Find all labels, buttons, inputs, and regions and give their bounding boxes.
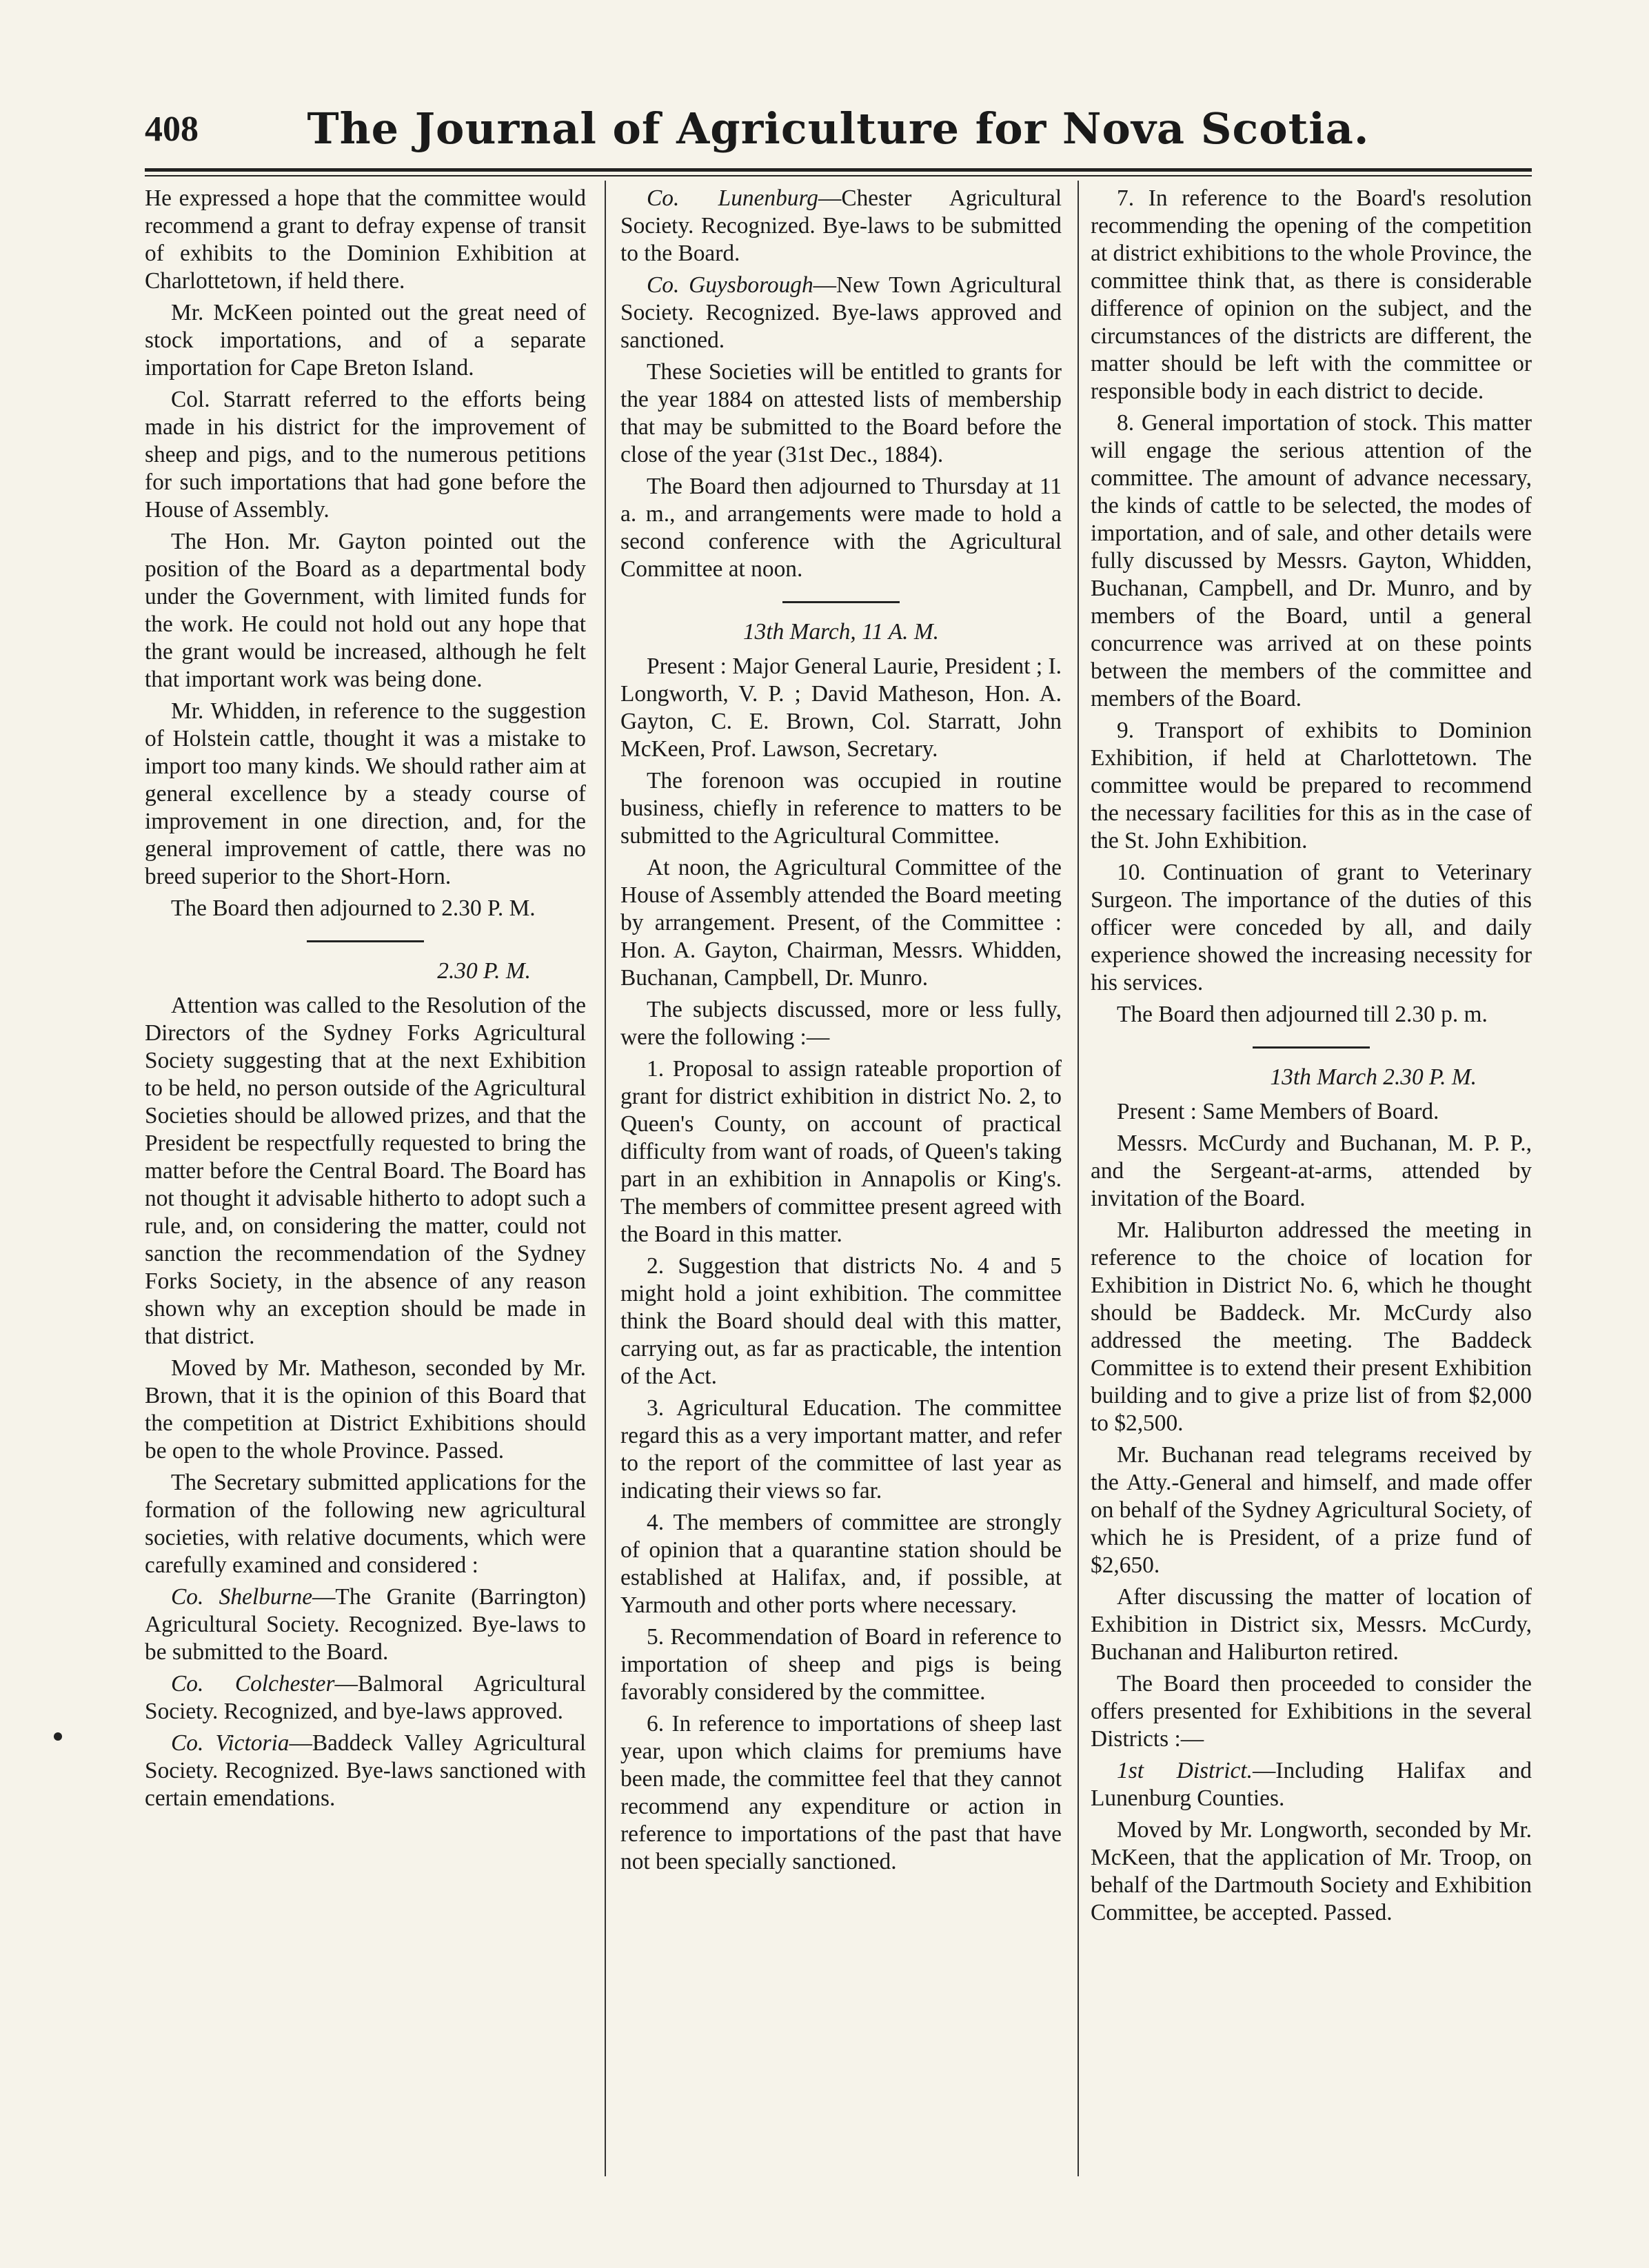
paragraph: The Secretary submitted applications for the formation of the following new agricultural societies, with relative documents, which were carefully examined and considered : [145, 1470, 586, 1578]
numbered-item: 3. Agricultural Education. The committee regard this as a very important matter, and refer to the report of the committee of last year as indicating their views so far. [620, 1395, 1062, 1503]
margin-dot [54, 1732, 62, 1741]
column-3 [1091, 185, 1532, 1931]
paragraph: The Board then adjourned till 2.30 p. m. [1117, 1002, 1488, 1027]
paragraph: Mr. Haliburton addressed the meeting in reference to the choice of location for Exhibition in District No. 6, which he thought should be Baddeck. Mr. McCurdy also addressed the meeting. The Baddeck Committee is to extend their present Exhibition building and to give a prize list of from $2,000 to $2,500. [1091, 1217, 1532, 1436]
paragraph: Present : Same Members of Board. [1117, 1099, 1439, 1124]
paragraph: After discussing the matter of location of Exhibition in District six, Messrs. McCurdy, Buchanan and Haliburton retired. [1091, 1584, 1532, 1665]
paragraph: The Board then adjourned to 2.30 P. M. [171, 895, 536, 921]
journal-title: The Journal of Agriculture for Nova Scotia. [307, 103, 1370, 154]
section-divider [782, 601, 900, 603]
paragraph: Messrs. McCurdy and Buchanan, M. P. P., and the Sergeant-at-arms, attended by invitation of the Board. [1091, 1131, 1532, 1211]
paragraph: Moved by Mr. Matheson, seconded by Mr. Brown, that it is the opinion of this Board that the competition at District Exhibitions should be open to the whole Province. Passed. [145, 1355, 586, 1464]
paragraph: These Societies will be entitled to grants for the year 1884 on attested lists of membership that may be submitted to the Board before the close of the year (31st Dec., 1884). [620, 359, 1062, 467]
section-divider [307, 940, 424, 942]
page-header [145, 103, 1532, 165]
entry-text: —The Granite (Barrington) Agricultural Society. Recognized. Bye-laws to be submitted to the Board. [145, 1584, 586, 1665]
entry-text: —Chester Agricultural Society. Recognized. Bye-laws to be submitted to the Board. [620, 185, 1062, 266]
entry-text: —New Town Agricultural Society. Recognized. Bye-laws approved and sanctioned. [620, 272, 1062, 353]
section-heading: 2.30 P. M. [437, 958, 531, 984]
page-number: 408 [145, 110, 199, 149]
paragraph: The subjects discussed, more or less fully, were the following :— [620, 997, 1062, 1050]
entry-text: —Baddeck Valley Agricultural Society. Recognized. Bye-laws sanctioned with certain emendations. [145, 1730, 586, 1811]
paragraph: The Board then proceeded to consider the offers presented for Exhibitions in the several Districts :— [1091, 1671, 1532, 1752]
column-1 [145, 185, 586, 1816]
paragraph: Col. Starratt referred to the efforts being made in his district for the improvement of sheep and pigs, and to the numerous petitions for such importations that had gone before the House of Assembly. [145, 387, 586, 523]
column-divider [605, 181, 606, 2176]
numbered-item: 9. Transport of exhibits to Dominion Exhibition, if held at Charlottetown. The committee would be prepared to recommend the necessary facilities for this as in the case of the St. John Exhibition. [1091, 718, 1532, 853]
society-entry [145, 1670, 586, 1725]
paragraph: Attention was called to the Resolution of the Directors of the Sydney Forks Agricultural Society suggesting that at the next Exhibition to be held, no person outside of the Agricultural Societies should be allowed prizes, and that the President be respectfully requested to bring the matter before the Central Board. The Board has not thought it advisable hitherto to adopt such a rule, and, on considering the matter, could not sanction the recommendation of the Sydney Forks Society, in the absence of any reason shown why an exception should be made in that district. [145, 993, 586, 1349]
county-name: Co. Lunenburg [647, 185, 818, 211]
paragraph: He expressed a hope that the committee would recommend a grant to defray expense of transit of exhibits to the Dominion Exhibition at Charlottetown, if held there. [145, 185, 586, 294]
numbered-item: 6. In reference to importations of sheep last year, upon which claims for premiums have been made, the committee feel that they cannot recommend any expenditure or action in reference to importations of the past that have not been specially sanctioned. [620, 1711, 1062, 1874]
paragraph: The Hon. Mr. Gayton pointed out the position of the Board as a departmental body under the Government, with limited funds for the work. He could not hold out any hope that the grant would be increased, although he felt that important work was being done. [145, 529, 586, 692]
paragraph: Mr. Buchanan read telegrams received by the Atty.-General and himself, and made offer on behalf of the Sydney Agricultural Society, of which he is President, of a prize fund of $2,650. [1091, 1442, 1532, 1578]
paragraph: Moved by Mr. Longworth, seconded by Mr. McKeen, that the application of Mr. Troop, on behalf of the Dartmouth Society and Exhibition Committee, be accepted. Passed. [1091, 1817, 1532, 1925]
entry-text: —Including Halifax and Lunenburg Counties. [1091, 1758, 1532, 1811]
numbered-item: 10. Continuation of grant to Veterinary Surgeon. The importance of the duties of this officer were conceded by all, and daily experience showed the increasing necessity for his services. [1091, 860, 1532, 995]
section-divider [1253, 1046, 1370, 1049]
column-2 [620, 185, 1062, 1880]
numbered-item: 4. The members of committee are strongly of opinion that a quarantine station should be established at Halifax, and, if possible, at Yarmouth and other ports where necessary. [620, 1510, 1062, 1618]
county-name: Co. Colchester [171, 1671, 335, 1697]
district-entry [1091, 1757, 1532, 1812]
section-heading: 13th March, 11 A. M. [742, 619, 940, 645]
numbered-item: 5. Recommendation of Board in reference to importation of sheep and pigs is being favorably considered by the committee. [620, 1624, 1062, 1705]
numbered-item: 7. In reference to the Board's resolution recommending the opening of the competition at district exhibitions to the whole Province, the committee think that, as there is considerable difference of opinion on the subject, and the circumstances of the districts are different, the matter should be left with the committee or responsible body in each district to decide. [1091, 185, 1532, 404]
entry-text: —Balmoral Agricultural Society. Recognized, and bye-laws approved. [145, 1671, 586, 1724]
numbered-item: 8. General importation of stock. This matter will engage the serious attention of the committee. The amount of advance necessary, the kinds of cattle to be selected, the modes of importation, and of sale, and other details were fully discussed by Messrs. Gayton, Whidden, Buchanan, Campbell, and Dr. Munro, and by members of the Board, until a general concurrence was arrived at on these points between the members of the committee and members of the Board. [1091, 410, 1532, 711]
county-name: Co. Guysborough [647, 272, 813, 298]
paragraph: Present : Major General Laurie, President ; I. Longworth, V. P. ; David Matheson, Hon. A. Gayton, C. E. Brown, Col. Starratt, John McKeen, Prof. Lawson, Secretary. [620, 654, 1062, 762]
paragraph: The forenoon was occupied in routine business, chiefly in reference to matters to be submitted to the Agricultural Committee. [620, 768, 1062, 849]
society-entry [145, 1730, 586, 1812]
numbered-item: 1. Proposal to assign rateable proportion of grant for district exhibition in district No. 2, to Queen's County, on account of practical difficulty from want of roads, of Queen's taking part in an exhibition in Annapolis or King's. The members of committee present agreed with the Board in this matter. [620, 1056, 1062, 1247]
society-entry [145, 1583, 586, 1666]
society-entry [620, 272, 1062, 354]
section-heading: 13th March 2.30 P. M. [1270, 1064, 1477, 1090]
district-name: 1st District. [1117, 1758, 1253, 1783]
paragraph: The Board then adjourned to Thursday at 11 a. m., and arrangements were made to hold a second conference with the Agricultural Committee at noon. [620, 474, 1062, 582]
county-name: Co. Shelburne [171, 1584, 313, 1610]
header-rule [145, 168, 1532, 172]
county-name: Co. Victoria [171, 1730, 290, 1756]
header-rule-thin [145, 175, 1532, 176]
paragraph: Mr. McKeen pointed out the great need of stock importations, and of a separate importation for Cape Breton Island. [145, 300, 586, 381]
paragraph: At noon, the Agricultural Committee of the House of Assembly attended the Board meeting by arrangement. Present, of the Committee : Hon. A. Gayton, Chairman, Messrs. Whidden, Buchanan, Campbell, Dr. Munro. [620, 855, 1062, 991]
numbered-item: 2. Suggestion that districts No. 4 and 5 might hold a joint exhibition. The committee think the Board should deal with this matter, carrying out, as far as practicable, the intention of the Act. [620, 1253, 1062, 1389]
paragraph: Mr. Whidden, in reference to the suggestion of Holstein cattle, thought it was a mistake to import too many kinds. We should rather aim at general excellence by a steady course of improvement in one direction, and, for the general improvement of cattle, there was no breed superior to the Short-Horn. [145, 698, 586, 889]
society-entry [620, 185, 1062, 267]
column-divider [1078, 181, 1079, 2176]
